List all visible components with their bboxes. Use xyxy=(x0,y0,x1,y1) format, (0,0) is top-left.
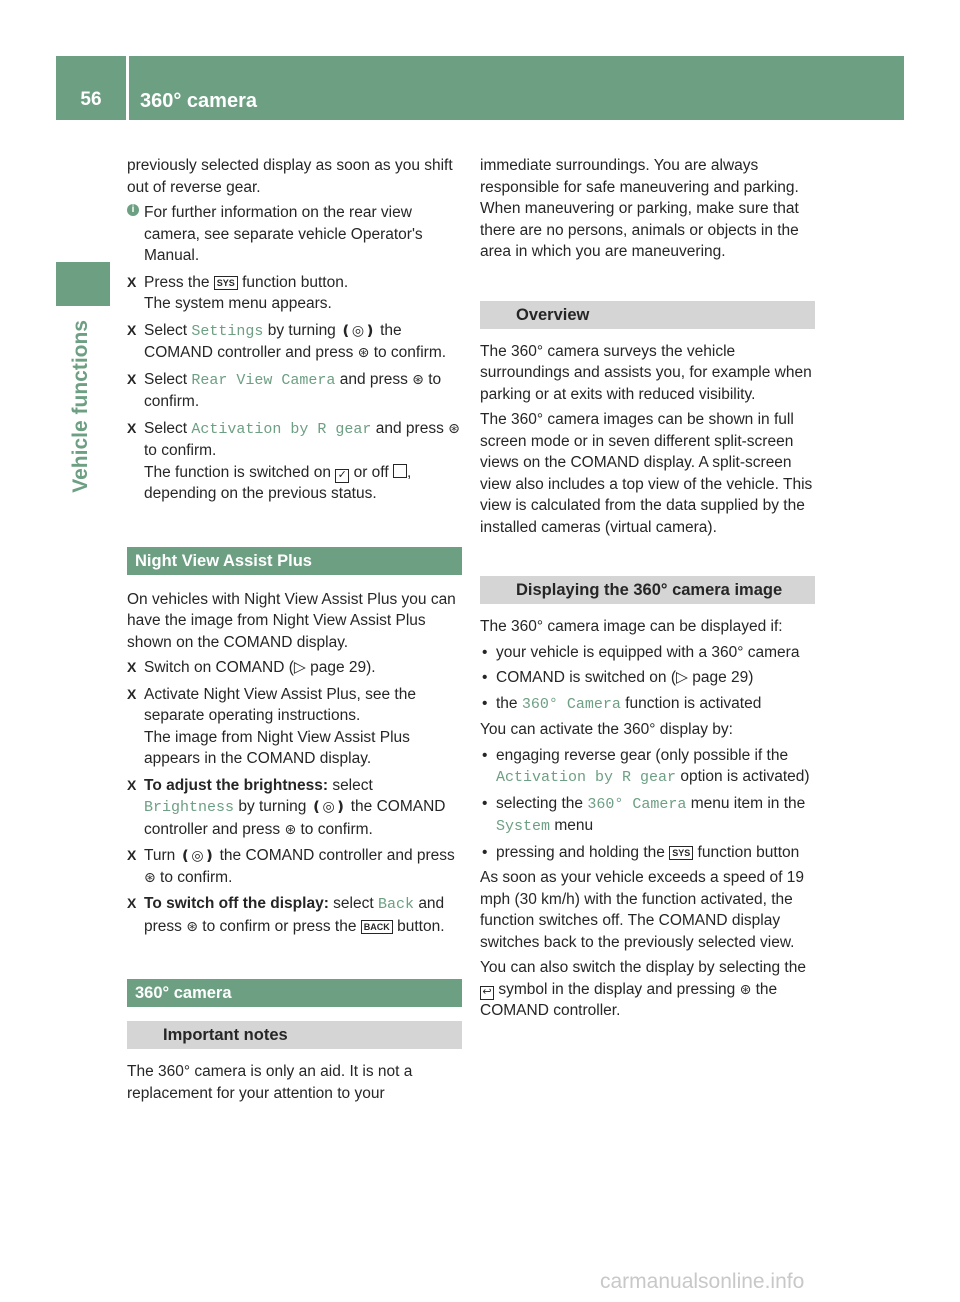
press-controller-icon: ⊛ xyxy=(186,917,198,934)
page-ref-icon: ▷ xyxy=(293,659,306,676)
continuation-text: immediate surroundings. You are always responsible for safe maneuvering and parking. When maneuvering or parking, make sure that there are no persons, animals or objects in the area in which you are maneuvering. xyxy=(480,157,799,260)
info-icon: i xyxy=(127,204,139,216)
side-tab xyxy=(56,262,110,306)
step-activate-night-view: X Activate Night View Assist Plus, see the separate operating instructions. The image from Night View Assist Plus appears in the COMAND display. xyxy=(127,684,462,770)
overview-paragraph-1: The 360° camera surveys the vehicle surroundings and assists you, for example when parking or at exits with reduced visibility. xyxy=(480,342,812,403)
turn-dial-icon: ❪◎❫ xyxy=(340,321,376,338)
overview-paragraph-2: The 360° camera images can be shown in full screen mode or in seven different split-screen views on the COMAND display. A split-screen view also includes a top view of the vehicle. This view is calculated from the data supplied by the installed cameras (virtual camera). xyxy=(480,411,813,536)
press-controller-icon: ⊛ xyxy=(448,419,460,436)
sys-button-icon: SYS xyxy=(214,276,238,290)
subsection-overview: Overview xyxy=(480,301,815,329)
left-column xyxy=(127,155,462,1108)
press-controller-icon: ⊛ xyxy=(739,980,752,997)
sys-button-icon: SYS xyxy=(669,846,693,860)
step-press-sys: X Press the SYS function button. The system menu appears. xyxy=(127,272,462,315)
page-title: 360° camera xyxy=(140,90,257,112)
step-select-settings: X Select Settings by turning ❪◎❫ the COMAND controller and press ⊛ to confirm. xyxy=(127,320,462,364)
header-divider xyxy=(126,56,129,120)
subsection-important-notes: Important notes xyxy=(127,1021,462,1049)
intro-text: previously selected display as soon as you shift out of reverse gear. xyxy=(127,157,453,196)
list-item: • COMAND is switched on (▷ page 29) xyxy=(480,667,815,689)
section-night-view: Night View Assist Plus xyxy=(127,547,462,575)
speed-note: As soon as your vehicle exceeds a speed of 19 mph (30 km/h) with the function activated, the function switches off. The COMAND display switches back to the previously selected view. xyxy=(480,869,804,951)
night-view-intro: On vehicles with Night View Assist Plus you can have the image from Night View Assist Plus shown on the COMAND display. xyxy=(127,590,456,651)
section-360-camera: 360° camera xyxy=(127,979,462,1007)
checkbox-checked-icon: ✓ xyxy=(335,469,349,483)
list-item: • engaging reverse gear (only possible if the Activation by R gear option is activated) xyxy=(480,745,815,789)
display-conditions-intro: The 360° camera image can be displayed if: xyxy=(480,618,783,635)
step-switch-on-comand: X Switch on COMAND (▷ page 29). xyxy=(127,657,462,679)
return-symbol-icon: ↩ xyxy=(480,986,494,1000)
press-controller-icon: ⊛ xyxy=(412,370,424,387)
step-select-rear-view-camera: X Select Rear View Camera and press ⊛ to confirm. xyxy=(127,369,462,413)
back-button-icon: BACK xyxy=(361,920,393,934)
press-controller-icon: ⊛ xyxy=(284,820,297,837)
press-controller-icon: ⊛ xyxy=(144,868,156,885)
watermark: carmanualsonline.info xyxy=(600,1270,805,1293)
page-ref-icon: ▷ xyxy=(676,669,688,686)
list-item: • selecting the 360° Camera menu item in the System menu xyxy=(480,793,815,838)
header-bar xyxy=(56,56,904,120)
step-turn-controller: X Turn ❪◎❫ the COMAND controller and press ⊛ to confirm. xyxy=(127,845,462,888)
list-item: • your vehicle is equipped with a 360° camera xyxy=(480,642,815,664)
step-switch-off-display: X To switch off the display: select Back and press ⊛ to confirm or press the BACK button. xyxy=(127,893,462,937)
list-item: • pressing and holding the SYS function button xyxy=(480,842,815,864)
switch-display-note: You can also switch the display by selecting the ↩ symbol in the display and pressing ⊛ the COMAND controller. xyxy=(480,959,806,1019)
info-note: i For further information on the rear view camera, see separate vehicle Operator's Manual. xyxy=(127,202,462,267)
right-column xyxy=(480,155,815,1026)
turn-dial-icon: ❪◎❫ xyxy=(310,798,347,814)
activation-intro: You can activate the 360° display by: xyxy=(480,721,733,738)
list-item: • the 360° Camera function is activated xyxy=(480,693,815,716)
press-controller-icon: ⊛ xyxy=(357,344,370,360)
page-number: 56 xyxy=(80,89,102,110)
turn-dial-icon: ❪◎❫ xyxy=(179,847,216,863)
subsection-displaying-image: Displaying the 360° camera image xyxy=(480,576,815,604)
checkbox-empty-icon xyxy=(393,464,407,478)
step-adjust-brightness: X To adjust the brightness: select Brightness by turning ❪◎❫ the COMAND controller and press ⊛ to confirm. xyxy=(127,775,462,841)
important-notes-text: The 360° camera is only an aid. It is not a replacement for your attention to your xyxy=(127,1063,413,1102)
step-select-activation: X Select Activation by R gear and press ⊛ to confirm. The function is switched on ✓ or off , depending on the previous status. xyxy=(127,418,462,505)
